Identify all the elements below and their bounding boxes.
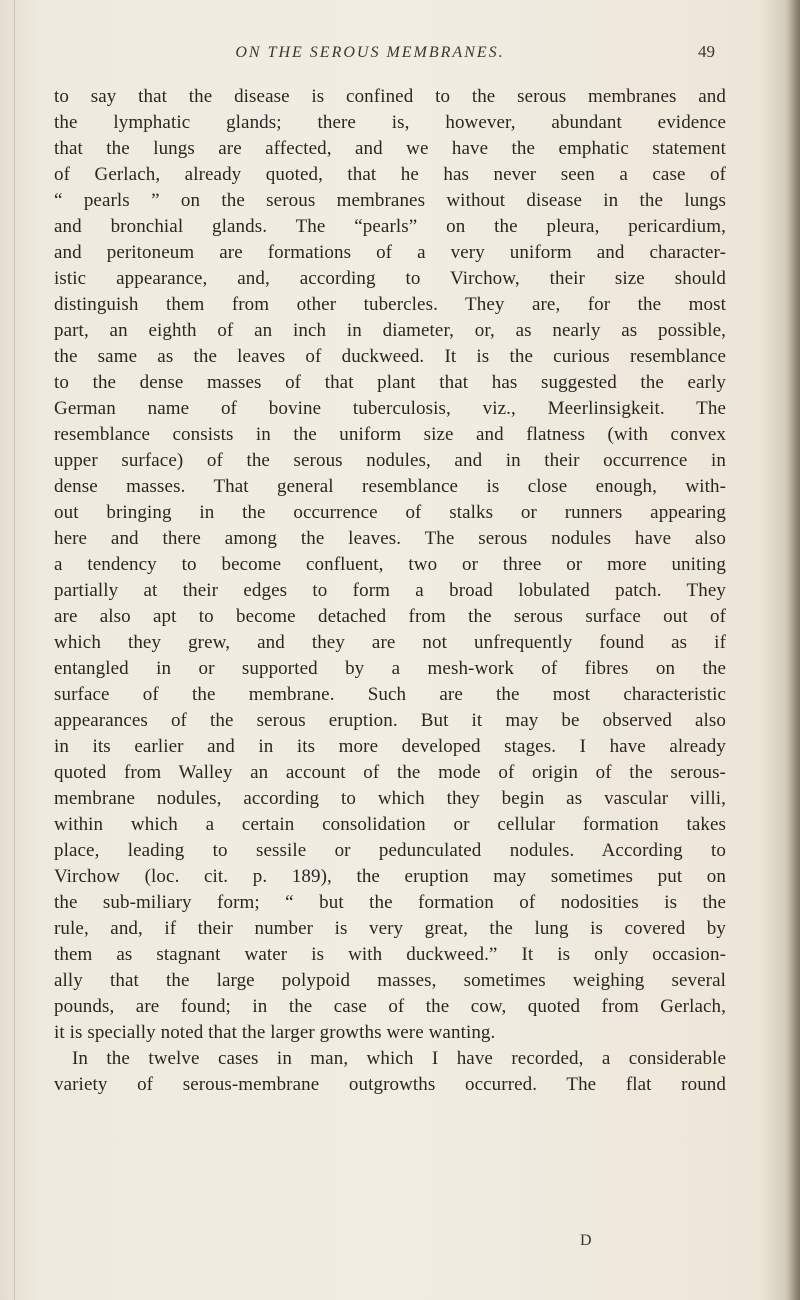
- text-line: rule, and, if their number is very great, the lung is covered by: [54, 918, 726, 939]
- text-line: in its earlier and in its more developed stages. I have already: [54, 736, 726, 757]
- body-text: [54, 84, 726, 1098]
- text-line: the lymphatic glands; there is, however, abundant evidence: [54, 112, 726, 133]
- text-line: variety of serous-membrane outgrowths occurred. The flat round: [54, 1074, 726, 1095]
- printer-signature-mark: D: [580, 1232, 592, 1249]
- text-line: to the dense masses of that plant that has suggested the early: [54, 372, 726, 393]
- text-line: of Gerlach, already quoted, that he has never seen a case of: [54, 164, 726, 185]
- text-line: membrane nodules, according to which they begin as vascular villi,: [54, 788, 726, 809]
- text-line: them as stagnant water is with duckweed.” It is only occasion-: [54, 944, 726, 965]
- text-line: here and there among the leaves. The serous nodules have also: [54, 528, 726, 549]
- text-line: entangled in or supported by a mesh-work of fibres on the: [54, 658, 726, 679]
- text-line: within which a certain consolidation or cellular formation takes: [54, 814, 726, 835]
- text-line: and bronchial glands. The “pearls” on the pleura, pericardium,: [54, 216, 726, 237]
- text-line: the sub-miliary form; “ but the formation of nodosities is the: [54, 892, 726, 913]
- text-line: that the lungs are affected, and we have the emphatic statement: [54, 138, 726, 159]
- text-line: to say that the disease is confined to the serous membranes and: [54, 86, 726, 107]
- text-line: pounds, are found; in the case of the cow, quoted from Gerlach,: [54, 996, 726, 1017]
- text-line: and peritoneum are formations of a very uniform and character-: [54, 242, 726, 263]
- text-line: surface of the membrane. Such are the most characteristic: [54, 684, 726, 705]
- text-line: distinguish them from other tubercles. They are, for the most: [54, 294, 726, 315]
- text-line: which they grew, and they are not unfrequently found as if: [54, 632, 726, 653]
- page-gutter-line: [14, 0, 15, 1300]
- paragraph-end-line: it is specially noted that the larger growths were wanting.: [54, 1022, 496, 1043]
- text-line: partially at their edges to form a broad lobulated patch. They: [54, 580, 726, 601]
- paragraph-start-line: In the twelve cases in man, which I have recorded, a considerable: [72, 1048, 726, 1069]
- text-line: resemblance consists in the uniform size and flatness (with convex: [54, 424, 726, 445]
- text-line: part, an eighth of an inch in diameter, or, as nearly as possible,: [54, 320, 726, 341]
- page-number: 49: [698, 42, 715, 61]
- text-line: the same as the leaves of duckweed. It is the curious resemblance: [54, 346, 726, 367]
- text-line: upper surface) of the serous nodules, and in their occurrence in: [54, 450, 726, 471]
- text-line: out bringing in the occurrence of stalks or runners appearing: [54, 502, 726, 523]
- text-line: Virchow (loc. cit. p. 189), the eruption may sometimes put on: [54, 866, 726, 887]
- text-line: ally that the large polypoid masses, sometimes weighing several: [54, 970, 726, 991]
- running-title: ON THE SEROUS MEMBRANES.: [235, 44, 505, 61]
- text-line: “ pearls ” on the serous membranes without disease in the lungs: [54, 190, 726, 211]
- text-line: appearances of the serous eruption. But it may be observed also: [54, 710, 726, 731]
- text-line: quoted from Walley an account of the mode of origin of the serous-: [54, 762, 726, 783]
- text-line: place, leading to sessile or pedunculated nodules. According to: [54, 840, 726, 861]
- text-line: are also apt to become detached from the serous surface out of: [54, 606, 726, 627]
- text-line: istic appearance, and, according to Virchow, their size should: [54, 268, 726, 289]
- text-line: German name of bovine tuberculosis, viz., Meerlinsigkeit. The: [54, 398, 726, 419]
- text-line: dense masses. That general resemblance is close enough, with-: [54, 476, 726, 497]
- page-edge-shadow: [786, 0, 800, 1300]
- text-line: a tendency to become confluent, two or three or more uniting: [54, 554, 726, 575]
